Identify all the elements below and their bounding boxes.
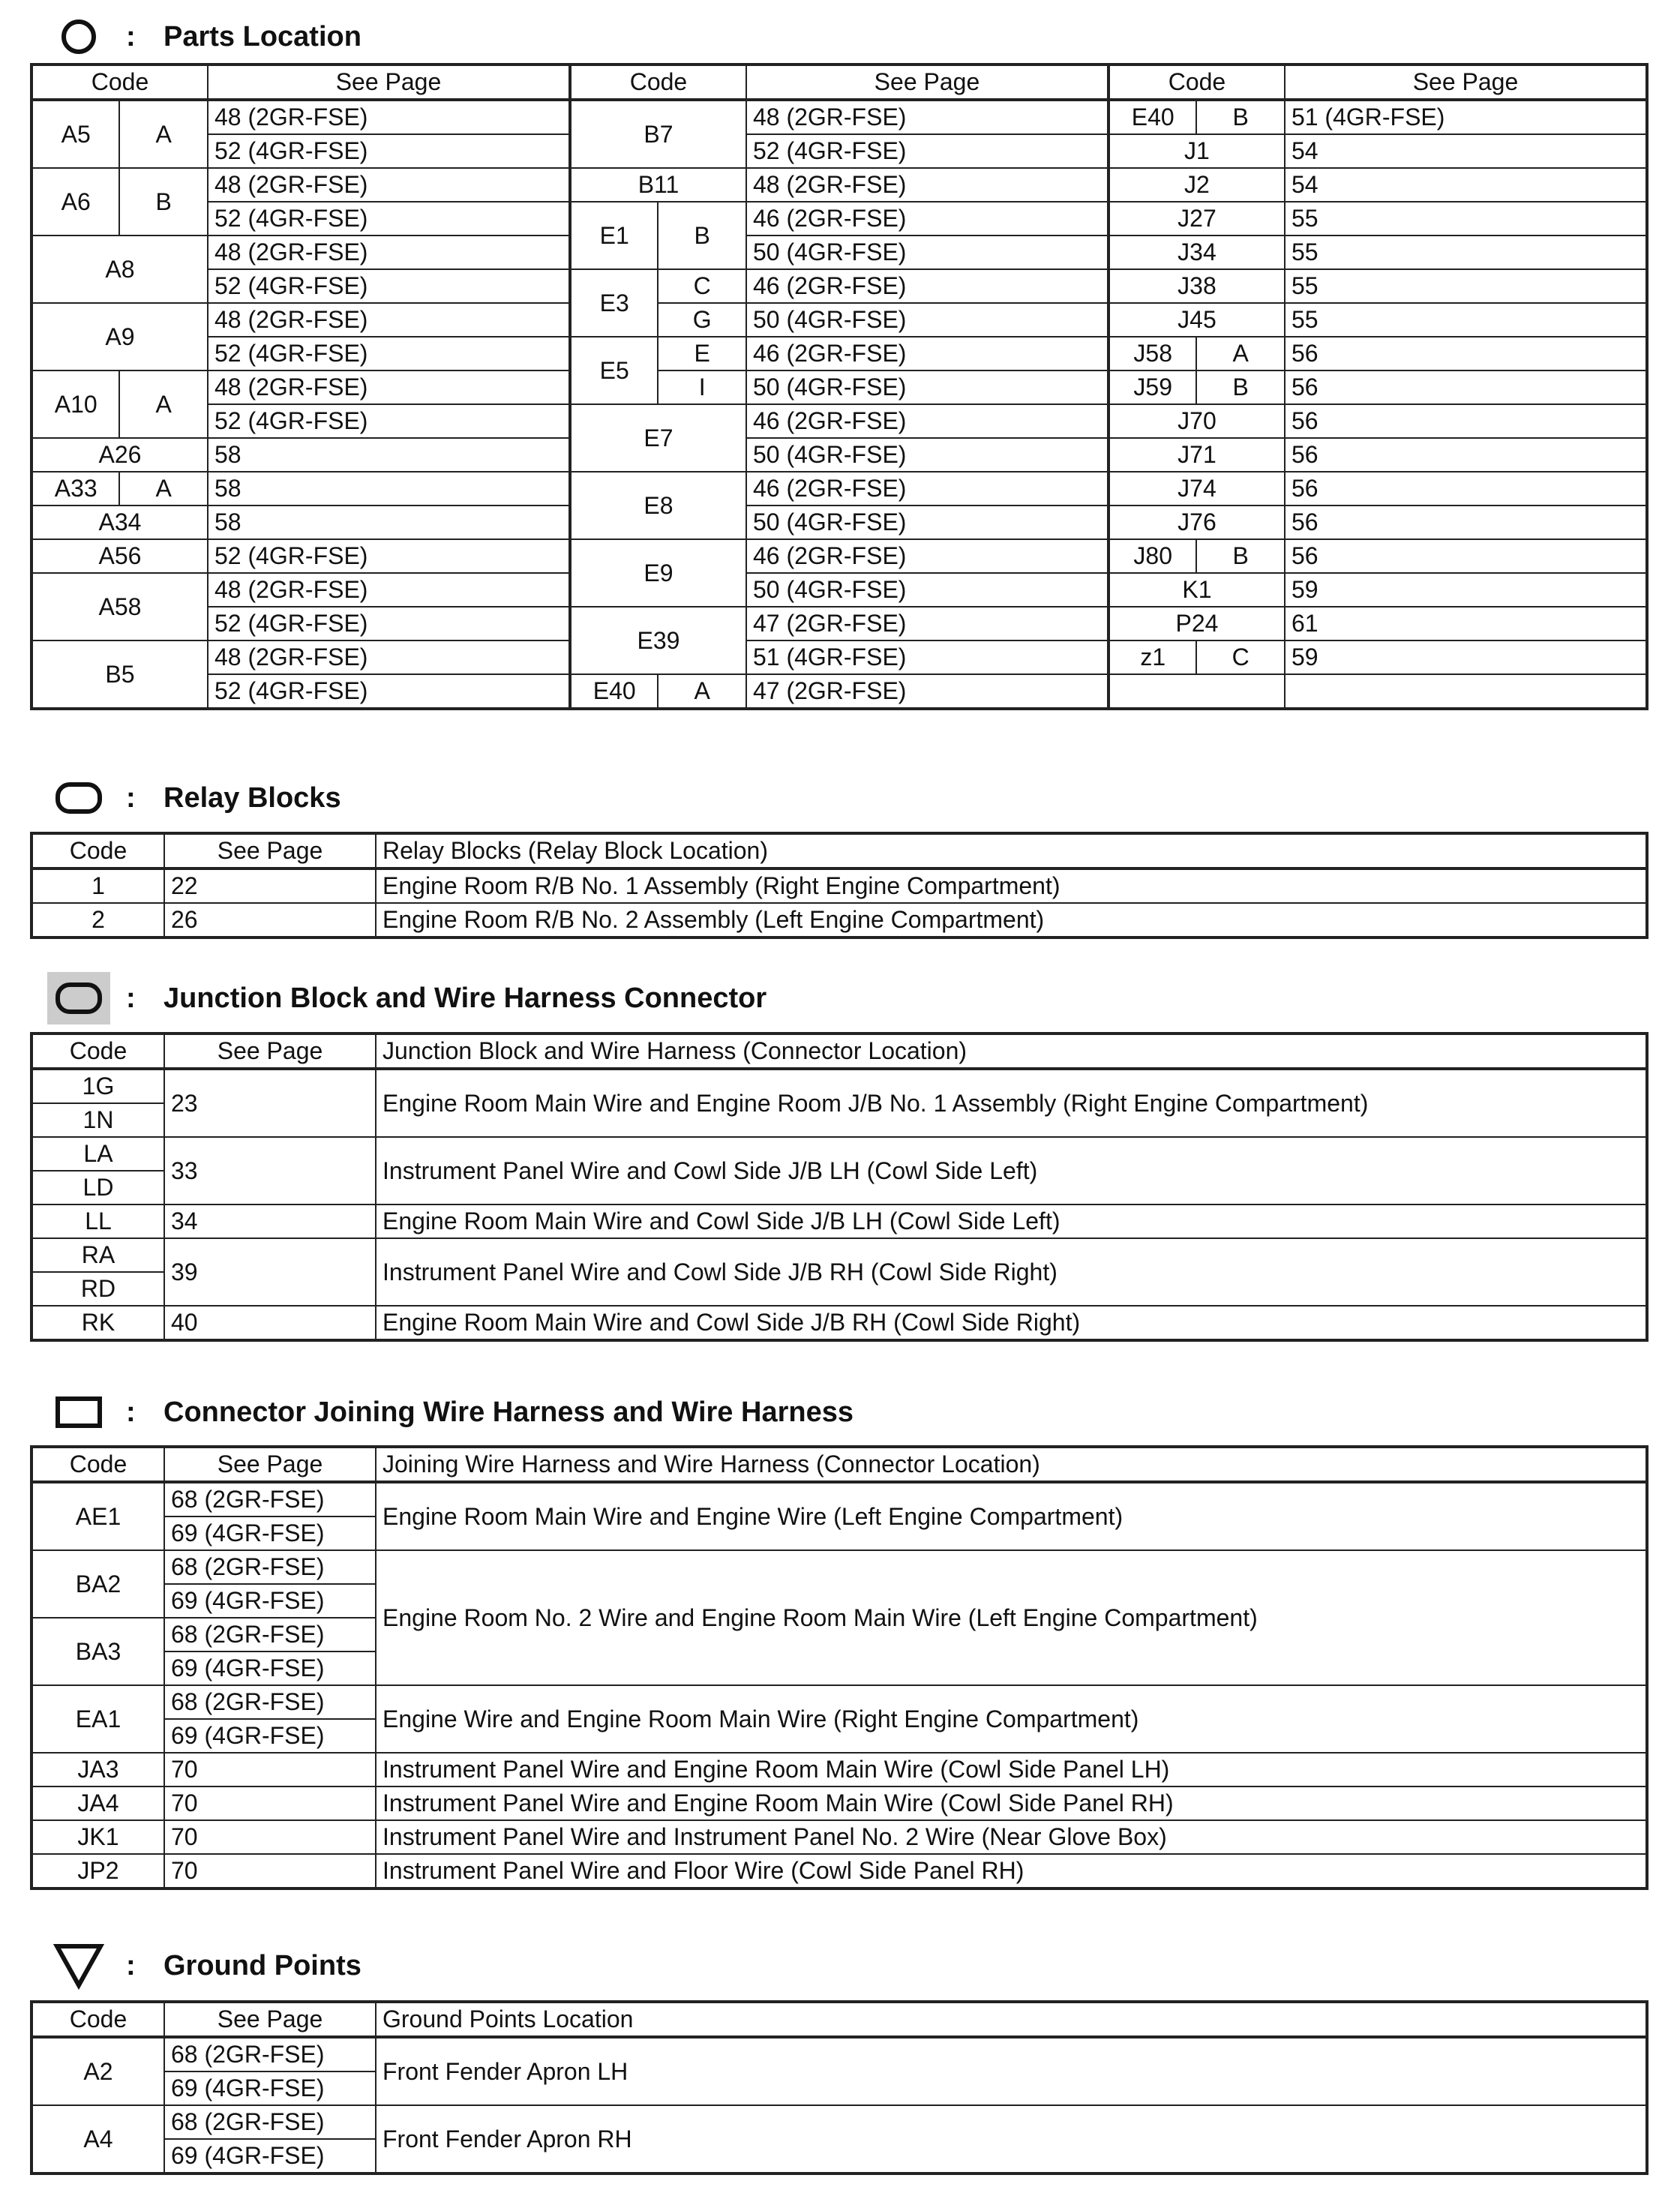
part-sub-code: A xyxy=(119,100,207,168)
relay-blocks-title: Relay Blocks xyxy=(164,782,341,814)
see-page-header: See Page xyxy=(164,2002,376,2037)
see-page-value: 54 xyxy=(1285,168,1647,202)
see-page-value: 47 (2GR-FSE) xyxy=(746,607,1108,640)
part-sub-code: A xyxy=(658,674,746,709)
empty-cell xyxy=(1108,674,1285,709)
relay-blocks-table xyxy=(30,832,1648,939)
table-row xyxy=(32,1786,1647,1820)
see-page-value: 33 xyxy=(164,1137,376,1204)
code-value: A2 xyxy=(32,2037,164,2105)
code-value: JK1 xyxy=(32,1820,164,1854)
part-code: B7 xyxy=(570,100,746,168)
see-page-header: See Page xyxy=(746,64,1108,100)
see-page-value: 52 (4GR-FSE) xyxy=(208,539,570,573)
code-header: Code xyxy=(32,2002,164,2037)
table-row xyxy=(32,1204,1647,1238)
part-code: J80 xyxy=(1108,539,1196,573)
location-value: Engine Room Main Wire and Cowl Side J/B LH (Cowl Side Left) xyxy=(376,1204,1647,1238)
table-row xyxy=(32,472,1647,506)
see-page-header: See Page xyxy=(164,1447,376,1482)
see-page-value: 50 (4GR-FSE) xyxy=(746,236,1108,269)
table-row xyxy=(32,1820,1647,1854)
square-icon xyxy=(45,1386,112,1438)
part-code: E5 xyxy=(570,337,658,404)
location-value: Engine Room No. 2 Wire and Engine Room Main Wire (Left Engine Compartment) xyxy=(376,1550,1647,1685)
location-value: Instrument Panel Wire and Engine Room Main Wire (Cowl Side Panel RH) xyxy=(376,1786,1647,1820)
table-row xyxy=(32,1069,1647,1103)
see-page-value: 48 (2GR-FSE) xyxy=(208,168,570,202)
see-page-value: 47 (2GR-FSE) xyxy=(746,674,1108,709)
see-page-value: 70 xyxy=(164,1753,376,1786)
see-page-value: 52 (4GR-FSE) xyxy=(208,404,570,438)
part-sub-code: A xyxy=(119,370,207,438)
part-code: A58 xyxy=(32,573,208,640)
see-page-value: 46 (2GR-FSE) xyxy=(746,472,1108,506)
table-row xyxy=(32,573,1647,607)
see-page-value: 51 (4GR-FSE) xyxy=(746,640,1108,674)
part-code: K1 xyxy=(1108,573,1285,607)
see-page-value: 40 xyxy=(164,1306,376,1340)
parts-location-title: Parts Location xyxy=(164,20,362,52)
location-value: Engine Room Main Wire and Engine Wire (Left Engine Compartment) xyxy=(376,1482,1647,1550)
part-sub-code: B xyxy=(658,202,746,269)
see-page-value: 50 (4GR-FSE) xyxy=(746,506,1108,539)
part-code: J74 xyxy=(1108,472,1285,506)
code-value: 2 xyxy=(32,903,164,938)
see-page-value: 58 xyxy=(208,472,570,506)
location-value: Engine Room Main Wire and Engine Room J/B No. 1 Assembly (Right Engine Compartment) xyxy=(376,1069,1647,1137)
see-page-value: 70 xyxy=(164,1820,376,1854)
location-value: Instrument Panel Wire and Engine Room Main Wire (Cowl Side Panel LH) xyxy=(376,1753,1647,1786)
code-value: 1 xyxy=(32,868,164,903)
table-row xyxy=(32,2037,1647,2072)
part-code: A10 xyxy=(32,370,119,438)
part-code: A5 xyxy=(32,100,119,168)
see-page-value: 52 (4GR-FSE) xyxy=(208,134,570,168)
table-row xyxy=(32,404,1647,438)
table-row xyxy=(32,1550,1647,1584)
part-code: E40 xyxy=(570,674,658,709)
table-row xyxy=(32,337,1647,370)
code-header: Code xyxy=(1108,64,1285,100)
see-page-header: See Page xyxy=(1285,64,1647,100)
table-row xyxy=(32,1238,1647,1272)
see-page-value: 50 (4GR-FSE) xyxy=(746,370,1108,404)
location-value: Engine Room R/B No. 1 Assembly (Right Engine Compartment) xyxy=(376,868,1647,903)
see-page-value: 48 (2GR-FSE) xyxy=(208,100,570,134)
see-page-value: 56 xyxy=(1285,472,1647,506)
see-page-value: 46 (2GR-FSE) xyxy=(746,404,1108,438)
see-page-value: 61 xyxy=(1285,607,1647,640)
code-header: Code xyxy=(32,833,164,868)
see-page-value: 69 (4GR-FSE) xyxy=(164,1516,376,1550)
table-row xyxy=(32,674,1647,709)
part-code: E3 xyxy=(570,269,658,337)
part-code: B11 xyxy=(570,168,746,202)
see-page-value: 46 (2GR-FSE) xyxy=(746,337,1108,370)
part-code: A56 xyxy=(32,539,208,573)
see-page-value: 59 xyxy=(1285,573,1647,607)
see-page-value: 48 (2GR-FSE) xyxy=(208,370,570,404)
code-value: JA4 xyxy=(32,1786,164,1820)
see-page-value: 48 (2GR-FSE) xyxy=(746,168,1108,202)
shaded-rounded-rectangle-icon xyxy=(45,972,112,1024)
part-code: J34 xyxy=(1108,236,1285,269)
code-value: JP2 xyxy=(32,1854,164,1888)
junction-block-table xyxy=(30,1032,1648,1342)
see-page-value: 52 (4GR-FSE) xyxy=(208,337,570,370)
part-sub-code: C xyxy=(658,269,746,303)
circle-icon xyxy=(45,10,112,63)
location-value: Engine Wire and Engine Room Main Wire (Right Engine Compartment) xyxy=(376,1685,1647,1753)
see-page-value: 50 (4GR-FSE) xyxy=(746,303,1108,337)
code-header: Code xyxy=(32,1447,164,1482)
part-code: P24 xyxy=(1108,607,1285,640)
code-value: 1N xyxy=(32,1103,164,1137)
table-row xyxy=(32,1854,1647,1888)
code-value: LD xyxy=(32,1171,164,1204)
see-page-value: 22 xyxy=(164,868,376,903)
part-code: E7 xyxy=(570,404,746,472)
see-page-value: 46 (2GR-FSE) xyxy=(746,202,1108,236)
part-sub-code: A xyxy=(119,472,207,506)
see-page-value: 48 (2GR-FSE) xyxy=(208,573,570,607)
see-page-value: 48 (2GR-FSE) xyxy=(208,236,570,269)
code-value: 1G xyxy=(32,1069,164,1103)
ground-points-title: Ground Points xyxy=(164,1949,362,1982)
table-row xyxy=(32,100,1647,134)
part-sub-code: B xyxy=(119,168,207,236)
table-row xyxy=(32,168,1647,202)
code-value: A4 xyxy=(32,2105,164,2174)
part-code: J2 xyxy=(1108,168,1285,202)
table-row xyxy=(32,607,1647,640)
see-page-value: 69 (4GR-FSE) xyxy=(164,1719,376,1753)
code-value: LL xyxy=(32,1204,164,1238)
see-page-value: 68 (2GR-FSE) xyxy=(164,1550,376,1584)
table-row xyxy=(32,202,1647,236)
part-sub-code: E xyxy=(658,337,746,370)
location-header: Ground Points Location xyxy=(376,2002,1647,2037)
code-value: EA1 xyxy=(32,1685,164,1753)
see-page-value: 26 xyxy=(164,903,376,938)
see-page-value: 69 (4GR-FSE) xyxy=(164,1584,376,1618)
see-page-header: See Page xyxy=(164,833,376,868)
code-value: RD xyxy=(32,1272,164,1306)
see-page-value: 70 xyxy=(164,1854,376,1888)
see-page-value: 55 xyxy=(1285,236,1647,269)
table-row xyxy=(32,1306,1647,1340)
see-page-value: 68 (2GR-FSE) xyxy=(164,1685,376,1719)
location-value: Engine Room R/B No. 2 Assembly (Left Engine Compartment) xyxy=(376,903,1647,938)
see-page-value: 55 xyxy=(1285,202,1647,236)
ground-points-table xyxy=(30,2000,1648,2175)
location-value: Front Fender Apron RH xyxy=(376,2105,1647,2174)
part-code: E39 xyxy=(570,607,746,674)
see-page-value: 58 xyxy=(208,506,570,539)
see-page-value: 68 (2GR-FSE) xyxy=(164,2037,376,2072)
see-page-value: 52 (4GR-FSE) xyxy=(208,202,570,236)
see-page-value: 23 xyxy=(164,1069,376,1137)
see-page-value: 70 xyxy=(164,1786,376,1820)
part-sub-code: B xyxy=(1196,370,1284,404)
see-page-header: See Page xyxy=(164,1034,376,1069)
see-page-value: 56 xyxy=(1285,539,1647,573)
see-page-value: 46 (2GR-FSE) xyxy=(746,539,1108,573)
part-sub-code: B xyxy=(1196,539,1284,573)
rounded-rectangle-icon xyxy=(45,772,112,824)
code-value: JA3 xyxy=(32,1753,164,1786)
see-page-value: 55 xyxy=(1285,303,1647,337)
part-code: J38 xyxy=(1108,269,1285,303)
see-page-value: 50 (4GR-FSE) xyxy=(746,438,1108,472)
part-code: A26 xyxy=(32,438,208,472)
ground-points-header: : Ground Points xyxy=(45,1940,362,1992)
see-page-value: 52 (4GR-FSE) xyxy=(208,269,570,303)
see-page-value: 69 (4GR-FSE) xyxy=(164,2139,376,2174)
part-code: J71 xyxy=(1108,438,1285,472)
part-sub-code: G xyxy=(658,303,746,337)
location-value: Front Fender Apron LH xyxy=(376,2037,1647,2105)
table-row xyxy=(32,303,1647,337)
see-page-value: 56 xyxy=(1285,337,1647,370)
see-page-value: 46 (2GR-FSE) xyxy=(746,269,1108,303)
see-page-value: 68 (2GR-FSE) xyxy=(164,1482,376,1516)
part-code: J76 xyxy=(1108,506,1285,539)
code-value: RA xyxy=(32,1238,164,1272)
table-row xyxy=(32,370,1647,404)
table-row xyxy=(32,903,1647,938)
part-sub-code: A xyxy=(1196,337,1284,370)
see-page-value: 69 (4GR-FSE) xyxy=(164,1652,376,1685)
see-page-value: 48 (2GR-FSE) xyxy=(208,640,570,674)
part-code: E8 xyxy=(570,472,746,539)
table-row xyxy=(32,1685,1647,1719)
table-row xyxy=(32,506,1647,539)
table-row xyxy=(32,1137,1647,1171)
part-code: J1 xyxy=(1108,134,1285,168)
code-value: BA3 xyxy=(32,1618,164,1685)
table-row xyxy=(32,236,1647,269)
parts-location-header: : Parts Location xyxy=(45,10,362,63)
see-page-value: 48 (2GR-FSE) xyxy=(208,303,570,337)
location-value: Engine Room Main Wire and Cowl Side J/B RH (Cowl Side Right) xyxy=(376,1306,1647,1340)
part-code: B5 xyxy=(32,640,208,709)
see-page-value: 56 xyxy=(1285,506,1647,539)
part-sub-code: I xyxy=(658,370,746,404)
junction-block-title: Junction Block and Wire Harness Connector xyxy=(164,982,767,1014)
see-page-value: 59 xyxy=(1285,640,1647,674)
part-code: A34 xyxy=(32,506,208,539)
see-page-value: 52 (4GR-FSE) xyxy=(208,607,570,640)
part-code: J58 xyxy=(1108,337,1196,370)
part-code: A9 xyxy=(32,303,208,370)
part-code: E1 xyxy=(570,202,658,269)
code-value: AE1 xyxy=(32,1482,164,1550)
see-page-value: 54 xyxy=(1285,134,1647,168)
code-header: Code xyxy=(32,1034,164,1069)
see-page-header: See Page xyxy=(208,64,570,100)
part-code: A8 xyxy=(32,236,208,303)
table-row xyxy=(32,134,1647,168)
part-code: J45 xyxy=(1108,303,1285,337)
see-page-value: 51 (4GR-FSE) xyxy=(1285,100,1647,134)
table-row xyxy=(32,539,1647,573)
see-page-value: 56 xyxy=(1285,404,1647,438)
part-code: A6 xyxy=(32,168,119,236)
see-page-value: 56 xyxy=(1285,370,1647,404)
see-page-value: 58 xyxy=(208,438,570,472)
junction-block-header: : Junction Block and Wire Harness Connector xyxy=(45,972,766,1024)
see-page-value: 56 xyxy=(1285,438,1647,472)
table-row xyxy=(32,438,1647,472)
location-value: Instrument Panel Wire and Cowl Side J/B RH (Cowl Side Right) xyxy=(376,1238,1647,1306)
part-sub-code: C xyxy=(1196,640,1284,674)
part-code: E40 xyxy=(1108,100,1196,134)
see-page-value: 52 (4GR-FSE) xyxy=(746,134,1108,168)
code-value: BA2 xyxy=(32,1550,164,1618)
part-code: J59 xyxy=(1108,370,1196,404)
see-page-value: 39 xyxy=(164,1238,376,1306)
location-header: Joining Wire Harness and Wire Harness (Connector Location) xyxy=(376,1447,1647,1482)
see-page-value: 48 (2GR-FSE) xyxy=(746,100,1108,134)
location-value: Instrument Panel Wire and Instrument Panel No. 2 Wire (Near Glove Box) xyxy=(376,1820,1647,1854)
see-page-value: 55 xyxy=(1285,269,1647,303)
part-code: J27 xyxy=(1108,202,1285,236)
table-row xyxy=(32,2105,1647,2139)
location-header: Junction Block and Wire Harness (Connector Location) xyxy=(376,1034,1647,1069)
table-row xyxy=(32,640,1647,674)
connector-joining-table xyxy=(30,1445,1648,1890)
code-header: Code xyxy=(32,64,208,100)
location-value: Instrument Panel Wire and Cowl Side J/B LH (Cowl Side Left) xyxy=(376,1137,1647,1204)
location-value: Instrument Panel Wire and Floor Wire (Cowl Side Panel RH) xyxy=(376,1854,1647,1888)
parts-location-table xyxy=(30,63,1648,710)
see-page-value: 68 (2GR-FSE) xyxy=(164,1618,376,1652)
see-page-value: 52 (4GR-FSE) xyxy=(208,674,570,709)
see-page-value: 34 xyxy=(164,1204,376,1238)
see-page-value: 68 (2GR-FSE) xyxy=(164,2105,376,2139)
code-value: LA xyxy=(32,1137,164,1171)
connector-joining-header: : Connector Joining Wire Harness and Wire Harness xyxy=(45,1386,854,1438)
table-row xyxy=(32,1753,1647,1786)
triangle-down-icon xyxy=(45,1940,112,1992)
code-value: RK xyxy=(32,1306,164,1340)
connector-joining-title: Connector Joining Wire Harness and Wire Harness xyxy=(164,1396,854,1428)
table-row xyxy=(32,269,1647,303)
table-row xyxy=(32,868,1647,903)
table-row xyxy=(32,1482,1647,1516)
part-code: A33 xyxy=(32,472,119,506)
code-header: Code xyxy=(570,64,746,100)
part-code: J70 xyxy=(1108,404,1285,438)
relay-blocks-header: : Relay Blocks xyxy=(45,772,341,824)
part-sub-code: B xyxy=(1196,100,1284,134)
location-header: Relay Blocks (Relay Block Location) xyxy=(376,833,1647,868)
see-page-value: 50 (4GR-FSE) xyxy=(746,573,1108,607)
empty-cell xyxy=(1285,674,1647,709)
part-code: z1 xyxy=(1108,640,1196,674)
part-code: E9 xyxy=(570,539,746,607)
see-page-value: 69 (4GR-FSE) xyxy=(164,2072,376,2105)
